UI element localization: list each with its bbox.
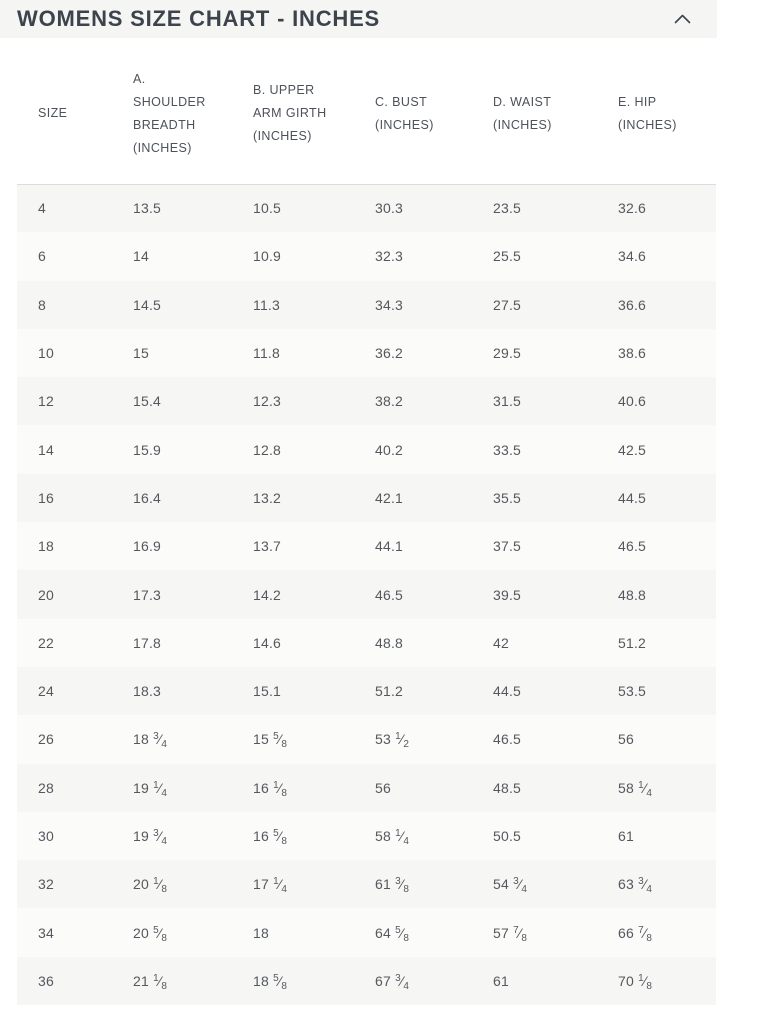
measurement-cell: 46.5 <box>618 538 647 555</box>
column-header-upper-arm-girth: B. UPPER ARM GIRTH (INCHES) <box>232 38 354 184</box>
column-header-waist: D. WAIST (INCHES) <box>472 38 597 184</box>
measurement-cell: 66 $^7⁄_8$ <box>618 924 653 944</box>
measurement-cell: 40.6 <box>618 393 647 410</box>
measurement-cell: 44.5 <box>618 489 647 506</box>
size-cell: 28 <box>38 779 54 796</box>
size-cell: 30 <box>38 828 54 844</box>
measurement-cell: 42.5 <box>618 441 647 458</box>
table-row-size-4 <box>17 184 716 232</box>
table-row-size-26 <box>17 715 716 763</box>
measurement-cell: 32.3 <box>375 248 404 265</box>
table-row-size-22 <box>17 619 716 667</box>
measurement-cell: 48.8 <box>375 634 404 651</box>
measurement-cell: 46.5 <box>375 586 404 603</box>
measurement-cell: 14.5 <box>133 296 162 313</box>
measurement-cell: 21 $^1⁄_8$ <box>133 972 168 992</box>
column-header-size: SIZE <box>17 38 112 184</box>
measurement-cell: 38.2 <box>375 393 404 410</box>
measurement-cell: 58 $^1⁄_4$ <box>618 779 653 799</box>
measurement-cell: 14.6 <box>253 634 282 651</box>
measurement-cell: 70 $^1⁄_8$ <box>618 972 653 992</box>
measurement-cell: 15 $^5⁄_8$ <box>253 731 288 751</box>
measurement-cell: 11.3 <box>253 296 281 313</box>
measurement-cell: 61 <box>618 828 634 844</box>
table-row-size-18 <box>17 522 716 570</box>
size-cell: 20 <box>38 586 54 603</box>
size-cell: 16 <box>38 489 54 506</box>
measurement-cell: 63 $^3⁄_4$ <box>618 876 653 896</box>
table-header <box>17 38 716 184</box>
size-cell: 8 <box>38 296 46 313</box>
measurement-cell: 34.3 <box>375 296 404 313</box>
table-row-size-32 <box>17 860 716 908</box>
size-cell: 32 <box>38 876 54 893</box>
table-row-size-14 <box>17 425 716 473</box>
measurement-cell: 46.5 <box>493 731 522 748</box>
measurement-cell: 14 <box>133 248 149 265</box>
measurement-cell: 32.6 <box>618 200 647 217</box>
size-chart-table <box>17 38 716 1005</box>
measurement-cell: 27.5 <box>493 296 522 313</box>
size-cell: 12 <box>38 393 54 410</box>
measurement-cell: 13.5 <box>133 200 162 217</box>
measurement-cell: 13.2 <box>253 489 282 506</box>
table-row-size-8 <box>17 281 716 329</box>
table-row-size-12 <box>17 377 716 425</box>
measurement-cell: 44.5 <box>493 683 522 700</box>
size-cell: 34 <box>38 924 54 941</box>
measurement-cell: 42 <box>493 634 509 651</box>
measurement-cell: 10.5 <box>253 200 282 217</box>
measurement-cell: 39.5 <box>493 586 522 603</box>
measurement-cell: 16.9 <box>133 538 162 555</box>
table-row-size-10 <box>17 329 716 377</box>
size-cell: 24 <box>38 683 54 700</box>
table-header-row <box>17 38 716 184</box>
measurement-cell: 11.8 <box>253 345 281 362</box>
measurement-cell: 35.5 <box>493 489 522 506</box>
measurement-cell: 38.6 <box>618 345 647 362</box>
measurement-cell: 53.5 <box>618 683 647 700</box>
size-cell: 36 <box>38 972 54 989</box>
table-row-size-24 <box>17 667 716 715</box>
measurement-cell: 20 $^5⁄_8$ <box>133 924 168 944</box>
measurement-cell: 57 $^7⁄_8$ <box>493 924 528 944</box>
measurement-cell: 51.2 <box>618 634 647 651</box>
measurement-cell: 54 $^3⁄_4$ <box>493 876 528 896</box>
panel-title: WOMENS SIZE CHART - INCHES <box>17 6 381 31</box>
size-cell: 6 <box>38 248 46 265</box>
measurement-cell: 37.5 <box>493 538 522 555</box>
measurement-cell: 36.6 <box>618 296 647 313</box>
size-cell: 14 <box>38 441 54 458</box>
table-row-size-30 <box>17 812 716 860</box>
chevron-up-icon[interactable] <box>674 14 691 24</box>
measurement-cell: 15.1 <box>253 683 282 700</box>
measurement-cell: 18.3 <box>133 683 162 700</box>
table-row-size-34 <box>17 908 716 956</box>
measurement-cell: 50.5 <box>493 828 522 844</box>
measurement-cell: 14.2 <box>253 586 282 603</box>
measurement-cell: 42.1 <box>375 489 404 506</box>
measurement-cell: 20 $^1⁄_8$ <box>133 876 168 896</box>
measurement-cell: 18 $^5⁄_8$ <box>253 972 288 992</box>
table-row-size-16 <box>17 474 716 522</box>
measurement-cell: 17.8 <box>133 634 162 651</box>
measurement-cell: 19 $^3⁄_4$ <box>133 828 168 847</box>
table-row-size-28 <box>17 764 716 812</box>
measurement-cell: 13.7 <box>253 538 282 555</box>
column-header-bust: C. BUST (INCHES) <box>354 38 472 184</box>
measurement-cell: 29.5 <box>493 345 522 362</box>
measurement-cell: 30.3 <box>375 200 404 217</box>
size-chart-accordion-header[interactable] <box>0 0 717 38</box>
measurement-cell: 15.9 <box>133 441 162 458</box>
measurement-cell: 61 $^3⁄_8$ <box>375 876 410 896</box>
measurement-cell: 36.2 <box>375 345 404 362</box>
measurement-cell: 67 $^3⁄_4$ <box>375 972 410 992</box>
measurement-cell: 19 $^1⁄_4$ <box>133 779 168 799</box>
size-cell: 26 <box>38 731 54 748</box>
measurement-cell: 16.4 <box>133 489 162 506</box>
size-cell: 4 <box>38 200 46 217</box>
measurement-cell: 23.5 <box>493 200 522 217</box>
column-header-shoulder-breadth: A. SHOULDER BREADTH (INCHES) <box>112 38 232 184</box>
measurement-cell: 48.5 <box>493 779 522 796</box>
measurement-cell: 25.5 <box>493 248 522 265</box>
size-cell: 22 <box>38 634 54 651</box>
measurement-cell: 17.3 <box>133 586 162 603</box>
measurement-cell: 44.1 <box>375 538 404 555</box>
measurement-cell: 51.2 <box>375 683 404 700</box>
measurement-cell: 53 $^1⁄_2$ <box>375 731 410 751</box>
measurement-cell: 17 $^1⁄_4$ <box>253 876 288 896</box>
measurement-cell: 18 $^3⁄_4$ <box>133 731 168 751</box>
measurement-cell: 40.2 <box>375 441 404 458</box>
table-row-size-36 <box>17 957 716 1005</box>
measurement-cell: 61 <box>493 972 509 989</box>
measurement-cell: 16 $^1⁄_8$ <box>253 779 288 799</box>
measurement-cell: 58 $^1⁄_4$ <box>375 828 410 847</box>
table-body <box>17 184 716 1005</box>
measurement-cell: 64 $^5⁄_8$ <box>375 924 410 944</box>
measurement-cell: 10.9 <box>253 248 282 265</box>
measurement-cell: 12.3 <box>253 393 282 410</box>
size-cell: 18 <box>38 538 54 555</box>
measurement-cell: 56 <box>375 779 391 796</box>
measurement-cell: 18 <box>253 924 269 941</box>
measurement-cell: 15.4 <box>133 393 162 410</box>
measurement-cell: 34.6 <box>618 248 647 265</box>
measurement-cell: 48.8 <box>618 586 647 603</box>
measurement-cell: 56 <box>618 731 634 748</box>
size-chart-table-container <box>17 38 716 1005</box>
measurement-cell: 31.5 <box>493 393 522 410</box>
measurement-cell: 33.5 <box>493 441 522 458</box>
column-header-hip: E. HIP (INCHES) <box>597 38 716 184</box>
table-row-size-6 <box>17 232 716 280</box>
table-row-size-20 <box>17 570 716 618</box>
size-cell: 10 <box>38 345 54 362</box>
measurement-cell: 16 $^5⁄_8$ <box>253 828 288 847</box>
measurement-cell: 12.8 <box>253 441 282 458</box>
measurement-cell: 15 <box>133 345 149 362</box>
